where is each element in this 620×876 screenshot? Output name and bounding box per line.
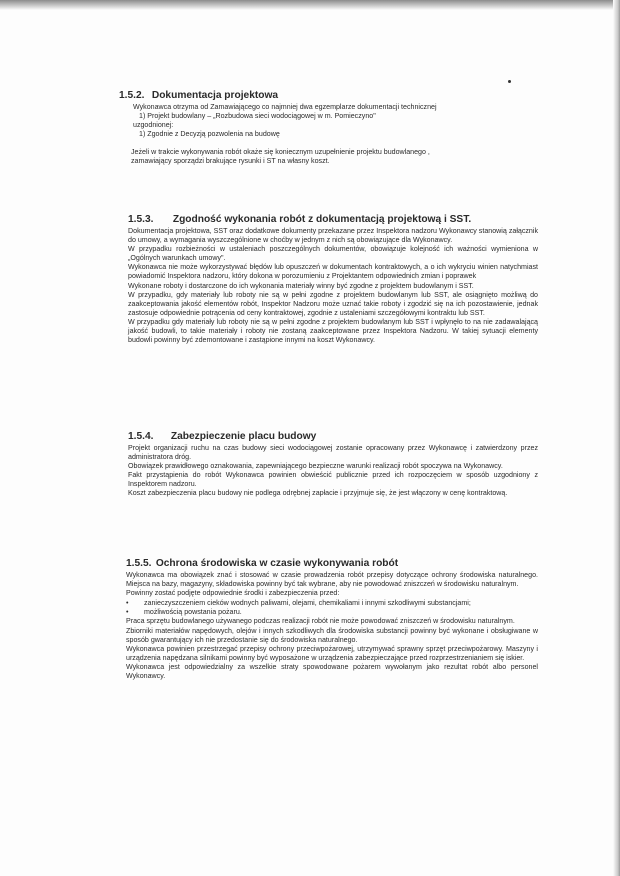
bullet-item: [126, 608, 538, 617]
section-1-5-4: [128, 431, 538, 499]
section-number: 1.5.4.: [128, 431, 154, 442]
paragraph: W przypadku, gdy materiały lub roboty nie są w pełni zgodne z projektem budowlanym lub SST, ale osiągnięto możliwą do zaakceptowania jakość elementów robót, Inspektor Nadzoru może uznać takie roboty i zgodzić się na ich pozostawienie, jednak zastosuje odpowiednie potrącenia od ceny kontraktowej, zgodnie z ustaleniami szczegółowymi kontraktu lub SST.: [128, 290, 538, 317]
section-number: 1.5.2.: [119, 90, 145, 101]
paragraph: W przypadku gdy materiały lub roboty nie są w pełni zgodne z projektem budowlanym lub SST i wpłynęło to na nie zadawalającą jakość budowli, to takie materiały i roboty nie zostaną zaakceptowane przez Inspektora Nadzoru. W takiej sytuacji elementy budowli powinny być zdemontowane i zastąpione innymi na koszt Wykonawcy.: [128, 317, 538, 345]
paragraph: Praca sprzętu budowlanego używanego podczas realizacji robót nie może powodować zniszczeń w środowisku naturalnym.: [126, 617, 515, 626]
paragraph: Powinny zostać podjęte odpowiednie środki i zabezpieczenia przed:: [126, 589, 340, 598]
paragraph: Wykonawca ma obowiązek znać i stosować w czasie prowadzenia robót przepisy dotyczące ochrony środowiska naturalnego. Miejsca na bazy, magazyny, składowiska powinny być tak wybrane, aby nie powodować zniszczeń w środowisku naturalnym.: [126, 571, 538, 589]
section-heading: [119, 90, 559, 101]
text-line: zamawiający sporządzi brakujące rysunki i ST na własny koszt.: [131, 157, 330, 166]
section-number: 1.5.5.: [126, 558, 152, 569]
list-item: 1) Zgodnie z Decyzją pozwolenia na budowę: [139, 130, 280, 139]
section-1-5-2: [119, 90, 559, 167]
section-title: Ochrona środowiska w czasie wykonywania robót: [155, 558, 399, 569]
text-line: Jeżeli w trakcie wykonywania robót okaże się koniecznym uzupełnienie projektu budowlanego ,: [131, 148, 430, 157]
section-title: Zabezpieczenie placu budowy: [170, 431, 317, 442]
paragraph: Wykonawca jest odpowiedzialny za wszelkie straty spowodowane pożarem wywołanym jako rezultat robót albo personel Wykonawcy.: [126, 662, 538, 681]
list-item: 1) Projekt budowlany – „Rozbudowa sieci wodociągowej w m. Pomieczyno": [139, 112, 376, 121]
paragraph: Wykonane roboty i dostarczone do ich wykonania materiały winny być zgodne z projektem budowlanym i SST.: [128, 281, 474, 290]
section-heading: [126, 558, 538, 569]
text-line: uzgodnionej:: [133, 121, 174, 130]
paragraph: Wykonawca nie może wykorzystywać błędów lub opuszczeń w dokumentach kontraktowych, a o ich wykryciu winien natychmiast powiadomić Inspektora nadzoru, który dokona w porozumieniu z Projektantem odpowiednich zmian i poprawek: [128, 263, 538, 281]
paragraph: Zbiorniki materiałów napędowych, olejów i innych szkodliwych dla środowiska substancji powinny być wykonane i obsługiwane w sposób gwarantujący ich nie przedostanie się do środowiska naturalnego.: [126, 626, 538, 644]
paragraph: Wykonawca powinien przestrzegać przepisy ochrony przeciwpożarowej, utrzymywać sprawny sprzęt przeciwpożarowy. Maszyny i urządzenia napędzana silnikami powinny być wyposażone w urządzenia zabezpieczające przed rozprzestrzenianiem się iskier.: [126, 644, 538, 662]
paragraph: W przypadku rozbieżności w ustaleniach poszczególnych dokumentów, obowiązuje kolejność ich ważności wymieniona w „Ogólnych warunkach umowy".: [128, 245, 538, 263]
paragraph: Koszt zabezpieczenia placu budowy nie podlega odrębnej zapłacie i przyjmuje się, że jest włączony w cenę kontraktową.: [128, 489, 508, 498]
section-1-5-5: [126, 558, 538, 681]
paragraph: Projekt organizacji ruchu na czas budowy sieci wodociągowej zostanie opracowany przez Wykonawcę i zatwierdzony przez administratora dróg.: [128, 444, 538, 462]
paragraph: Dokumentacja projektowa, SST oraz dodatkowe dokumenty przekazane przez Inspektora nadzoru Wykonawcy stanowią załącznik do umowy, a wymagania wyszczególnione w choćby w jednym z nich są obowiązujące dla Wykonawcy.: [128, 227, 538, 245]
section-title: Dokumentacja projektowa: [151, 90, 279, 101]
section-heading: [128, 431, 538, 442]
bullet-icon: •: [126, 599, 129, 608]
bullet-item: [126, 599, 538, 608]
section-title: Zgodność wykonania robót z dokumentacją projektową i SST.: [172, 214, 472, 225]
text-line: Wykonawca otrzyma od Zamawiającego co najmniej dwa egzemplarze dokumentacji technicznej: [133, 103, 437, 111]
paragraph: Obowiązek prawidłowego oznakowania, zapewniającego bezpieczne warunki realizacji robót spoczywa na Wykonawcy.: [128, 462, 503, 471]
section-1-5-3: [128, 214, 538, 345]
paragraph: Fakt przystąpienia do robót Wykonawca powinien obwieścić publicznie przed ich rozpoczęciem w sposób uzgodniony z Inspektorem nadzoru.: [128, 471, 538, 489]
bullet-text: zanieczyszczeniem cieków wodnych paliwami, olejami, chemikaliami i innymi szkodliwymi substancjami;: [144, 599, 471, 608]
bullet-icon: •: [126, 608, 129, 617]
section-number: 1.5.3.: [128, 214, 154, 225]
section-heading: [128, 214, 538, 225]
bullet-text: możliwością powstania pożaru.: [144, 608, 242, 617]
